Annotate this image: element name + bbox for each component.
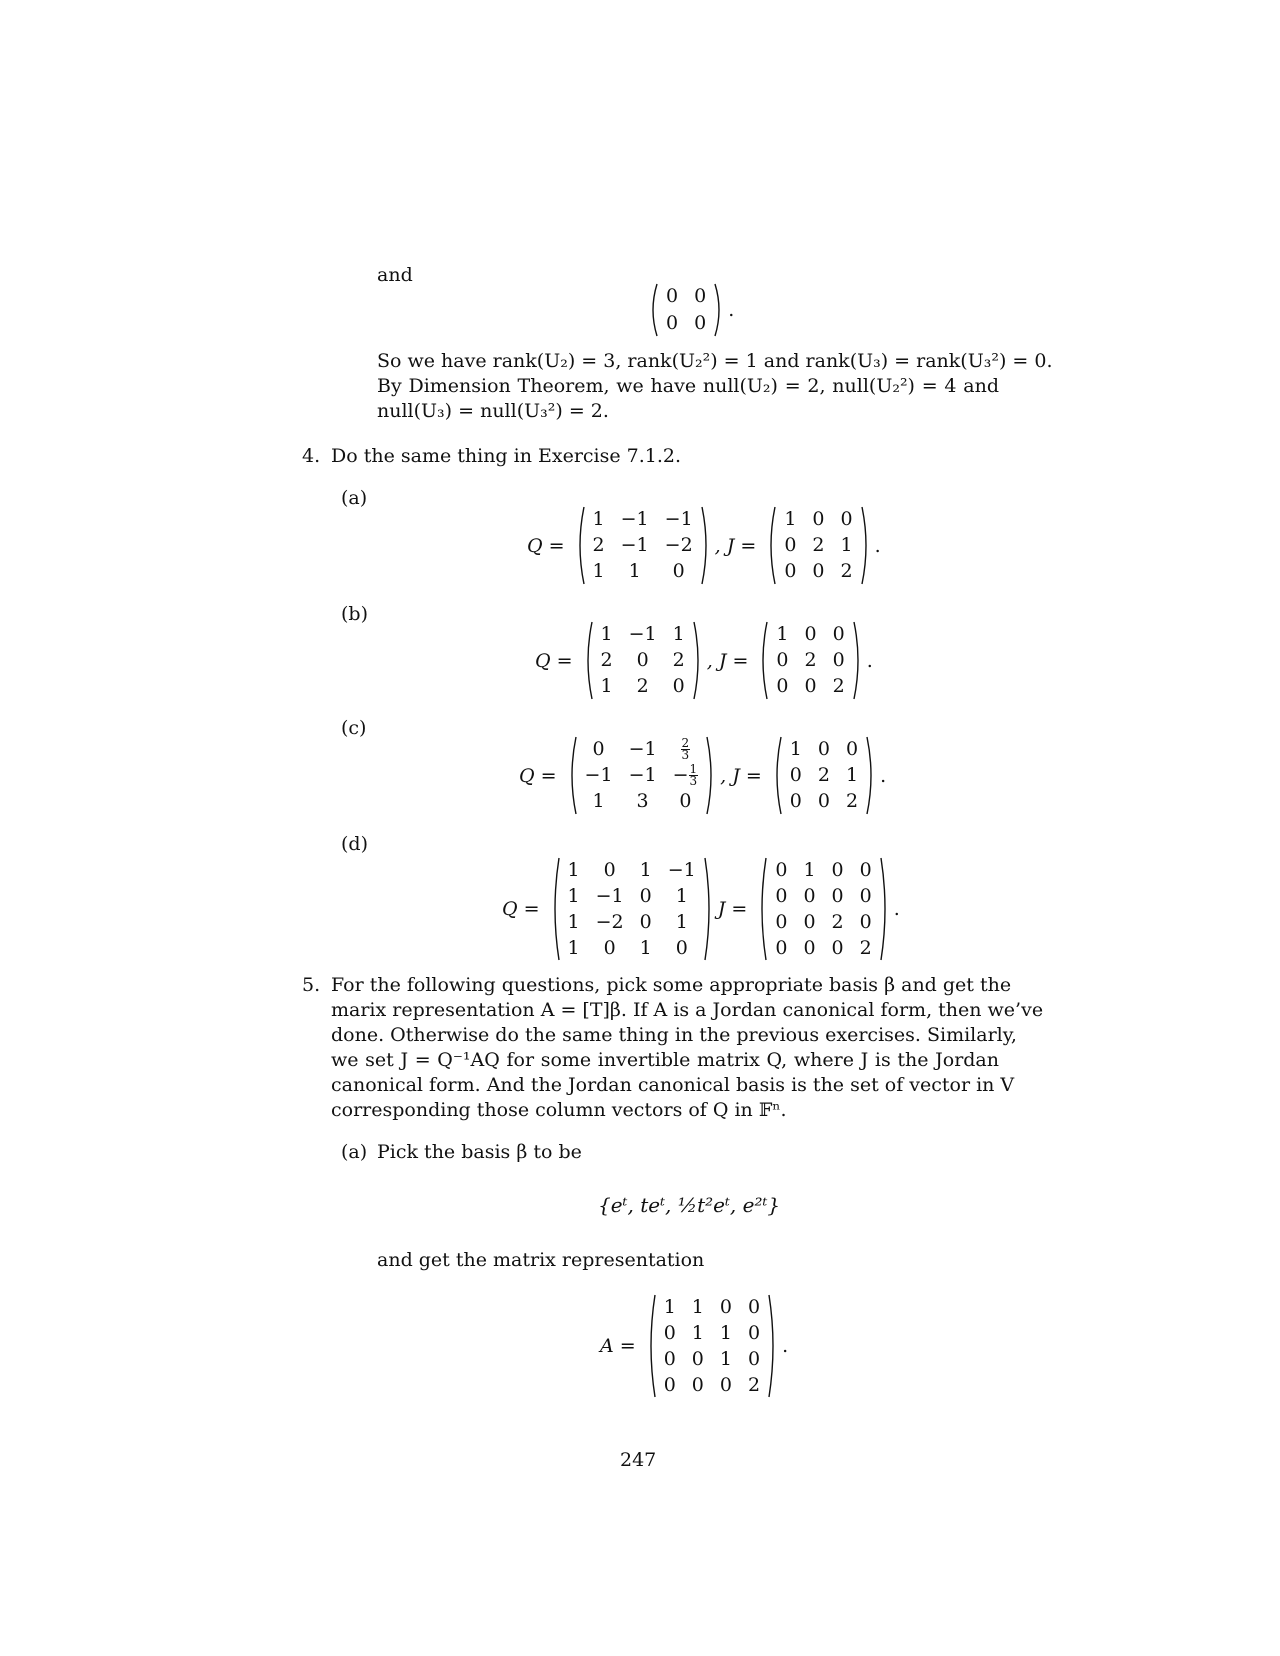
matrix-cell: 0 <box>804 622 817 645</box>
matrix-cell: 1 <box>600 622 613 645</box>
problem-5-number: 5. <box>302 974 321 996</box>
zero-matrix <box>648 283 724 337</box>
matrix-cell: 0 <box>666 285 679 307</box>
q-matrix-b <box>583 621 703 700</box>
matrix-cell: 1 <box>719 1321 732 1344</box>
matrix-cell: 1 <box>567 910 580 933</box>
matrix-cell: −1 <box>620 533 649 556</box>
matrix-cell: 0 <box>784 560 797 583</box>
part-d-equation <box>502 857 900 961</box>
page-number: 247 <box>620 1449 657 1471</box>
matrix-cell: 0 <box>832 622 845 645</box>
matrix-cell: 0 <box>747 1321 761 1344</box>
matrix-cell: 0 <box>776 648 789 671</box>
matrix-cell: 0 <box>775 910 788 933</box>
matrix-cell: 1 <box>691 1295 704 1318</box>
matrix-cell: 2 <box>831 910 844 933</box>
j-matrix-d <box>757 857 889 961</box>
matrix-cell: 0 <box>803 884 816 907</box>
matrix-cell: 2 <box>747 1373 761 1396</box>
matrix-cell: −1 <box>628 737 657 760</box>
matrix-cell: 1 <box>567 936 580 959</box>
a-matrix-equation <box>600 1294 788 1398</box>
matrix-cell: 1 <box>776 622 789 645</box>
matrix-cell: 0 <box>694 285 707 307</box>
part-5a-after: and get the matrix representation <box>377 1249 705 1271</box>
q-matrix-c <box>567 736 717 815</box>
period: . <box>728 299 735 321</box>
matrix-cell: 1 <box>672 622 685 645</box>
matrix-cell: 0 <box>639 910 652 933</box>
matrix-cell: 2 <box>812 533 825 556</box>
j-matrix-c <box>772 736 876 815</box>
part-b-equation <box>535 621 873 700</box>
matrix-cell: 0 <box>672 560 685 583</box>
matrix-cell: 0 <box>666 312 679 334</box>
matrix-cell: 0 <box>636 648 649 671</box>
matrix-cell: 1 <box>691 1321 704 1344</box>
j-matrix-a <box>766 506 870 585</box>
matrix-cell: 1 <box>592 507 605 530</box>
matrix-cell: 0 <box>663 1373 676 1396</box>
matrix-cell: 0 <box>639 884 652 907</box>
matrix-cell: 0 <box>592 737 605 760</box>
matrix-cell: −2 <box>664 533 693 556</box>
matrix-cell: 0 <box>789 763 802 786</box>
part-b-label: (b) <box>341 603 368 625</box>
matrix-cell: −1 <box>628 622 657 645</box>
matrix-cell: 3 <box>636 790 649 813</box>
matrix-cell: 1 <box>719 1347 732 1370</box>
matrix-cell: 1 <box>567 884 580 907</box>
problem-5-line-3: done. Otherwise do the same thing in the previous exercises. Similarly, <box>331 1024 1017 1046</box>
matrix-cell: 2 <box>845 790 859 813</box>
part-c-equation <box>519 736 886 815</box>
matrix-cell: 0 <box>719 1373 732 1396</box>
matrix-cell: 0 <box>803 910 816 933</box>
and-word: and <box>377 264 413 286</box>
matrix-cell: 2 <box>859 936 872 959</box>
matrix-cell: −1 <box>584 763 613 786</box>
matrix-cell: 0 <box>859 858 872 881</box>
problem-4-number: 4. <box>302 445 321 467</box>
matrix-cell: 0 <box>817 790 830 813</box>
q-matrix-a <box>575 506 711 585</box>
matrix-cell: 0 <box>831 884 844 907</box>
matrix-cell: 0 <box>832 648 845 671</box>
matrix-cell: 1 <box>675 884 688 907</box>
part-a-equation <box>527 506 881 585</box>
j-label: , J = <box>706 649 749 672</box>
matrix-cell: 0 <box>675 936 688 959</box>
problem-5-line-5: canonical form. And the Jordan canonical basis is the set of vector in V <box>331 1074 1015 1096</box>
matrix-cell: −1 <box>595 884 624 907</box>
period: . <box>880 764 887 787</box>
matrix-cell: 0 <box>831 936 844 959</box>
matrix-cell: 0 <box>694 312 707 334</box>
matrix-cell: 0 <box>775 884 788 907</box>
matrix-cell: 1 <box>567 858 580 881</box>
zero-matrix-equation <box>644 283 734 337</box>
matrix-cell: 0 <box>812 560 825 583</box>
matrix-cell: 0 <box>812 507 825 530</box>
matrix-cell: −1 <box>667 858 696 881</box>
rank-line-2: By Dimension Theorem, we have null(U₂) = 2, null(U₂²) = 4 and <box>377 375 999 397</box>
q-label: Q = <box>527 534 565 557</box>
problem-5-line-1: For the following questions, pick some appropriate basis β and get the <box>331 974 1012 996</box>
matrix-cell: 0 <box>784 533 797 556</box>
period: . <box>874 534 881 557</box>
part-5a-label: (a) <box>341 1141 368 1163</box>
matrix-cell: 2 <box>672 648 685 671</box>
matrix-cell: 1 <box>639 936 652 959</box>
rank-line-1: So we have rank(U₂) = 3, rank(U₂²) = 1 and rank(U₃) = rank(U₃²) = 0. <box>377 350 1053 372</box>
matrix-cell: 0 <box>804 675 817 698</box>
q-label: Q = <box>535 649 573 672</box>
matrix-cell: 0 <box>789 790 802 813</box>
matrix-cell: 1 <box>592 560 605 583</box>
problem-5-line-2: marix representation A = [T]β. If A is a Jordan canonical form, then we’ve <box>331 999 1044 1021</box>
matrix-cell: 1 <box>663 1295 676 1318</box>
part-5a-text: Pick the basis β to be <box>377 1141 582 1163</box>
matrix-cell: 0 <box>679 790 692 813</box>
problem-5-line-6: corresponding those column vectors of Q in 𝔽ⁿ. <box>331 1099 787 1121</box>
problem-5-line-4: we set J = Q⁻¹AQ for some invertible matrix Q, where J is the Jordan <box>331 1049 999 1071</box>
period: . <box>866 649 873 672</box>
matrix-cell: 1 <box>840 533 853 556</box>
j-label: J = <box>717 898 748 920</box>
basis-set: {eᵗ, teᵗ, ½t²eᵗ, e²ᵗ} <box>598 1193 781 1217</box>
matrix-cell: 0 <box>603 936 616 959</box>
matrix-cell: 0 <box>831 858 844 881</box>
matrix-cell: 0 <box>663 1347 676 1370</box>
period: . <box>893 898 900 920</box>
matrix-cell: 2 <box>636 675 649 698</box>
matrix-cell: 0 <box>747 1347 761 1370</box>
matrix-cell: 1 <box>675 910 688 933</box>
matrix-cell: 2 <box>832 675 845 698</box>
matrix-cell: 1 <box>784 507 797 530</box>
matrix-cell: 0 <box>845 737 859 760</box>
matrix-cell: 2 <box>600 648 613 671</box>
matrix-cell: 0 <box>776 675 789 698</box>
matrix-cell: 0 <box>859 884 872 907</box>
period: . <box>782 1335 789 1357</box>
matrix-cell: 2 <box>840 560 853 583</box>
matrix-cell: −1 <box>664 507 693 530</box>
matrix-cell: 2 <box>592 533 605 556</box>
j-matrix-b <box>758 621 862 700</box>
a-matrix <box>646 1294 778 1398</box>
matrix-cell: 0 <box>663 1321 676 1344</box>
matrix-cell: 1 <box>600 675 613 698</box>
part-c-label: (c) <box>341 717 367 739</box>
part-a-label: (a) <box>341 487 368 509</box>
matrix-cell: 1 <box>845 763 859 786</box>
matrix-cell: 2 <box>817 763 830 786</box>
q-label: Q = <box>502 898 540 920</box>
matrix-cell: −1 <box>620 507 649 530</box>
matrix-cell: − $\frac{1}{3}$ <box>672 762 698 789</box>
matrix-cell: 2 <box>804 648 817 671</box>
a-label: A = <box>600 1335 636 1357</box>
part-d-label: (d) <box>341 833 368 855</box>
problem-4-text: Do the same thing in Exercise 7.1.2. <box>331 445 682 467</box>
matrix-cell: 0 <box>691 1347 704 1370</box>
matrix-cell: 0 <box>840 507 853 530</box>
matrix-cell: 1 <box>789 737 802 760</box>
rank-line-3: null(U₃) = null(U₃²) = 2. <box>377 400 609 422</box>
matrix-cell: 0 <box>803 936 816 959</box>
matrix-cell: 0 <box>775 936 788 959</box>
matrix-cell: $\frac{2}{3}$ <box>681 736 690 763</box>
matrix-cell: 1 <box>628 560 641 583</box>
j-label: , J = <box>714 534 757 557</box>
matrix-cell: 0 <box>691 1373 704 1396</box>
matrix-cell: 1 <box>803 858 816 881</box>
matrix-cell: 0 <box>747 1295 761 1318</box>
matrix-cell: 0 <box>672 675 685 698</box>
matrix-cell: −1 <box>628 763 657 786</box>
matrix-cell: 0 <box>719 1295 732 1318</box>
matrix-cell: −2 <box>595 910 624 933</box>
q-label: Q = <box>519 764 557 787</box>
matrix-cell: 0 <box>817 737 830 760</box>
j-label: , J = <box>720 764 762 787</box>
matrix-cell: 0 <box>775 858 788 881</box>
q-matrix-d <box>550 857 714 961</box>
matrix-cell: 0 <box>859 910 872 933</box>
matrix-cell: 0 <box>603 858 616 881</box>
matrix-cell: 1 <box>592 790 605 813</box>
matrix-cell: 1 <box>639 858 652 881</box>
